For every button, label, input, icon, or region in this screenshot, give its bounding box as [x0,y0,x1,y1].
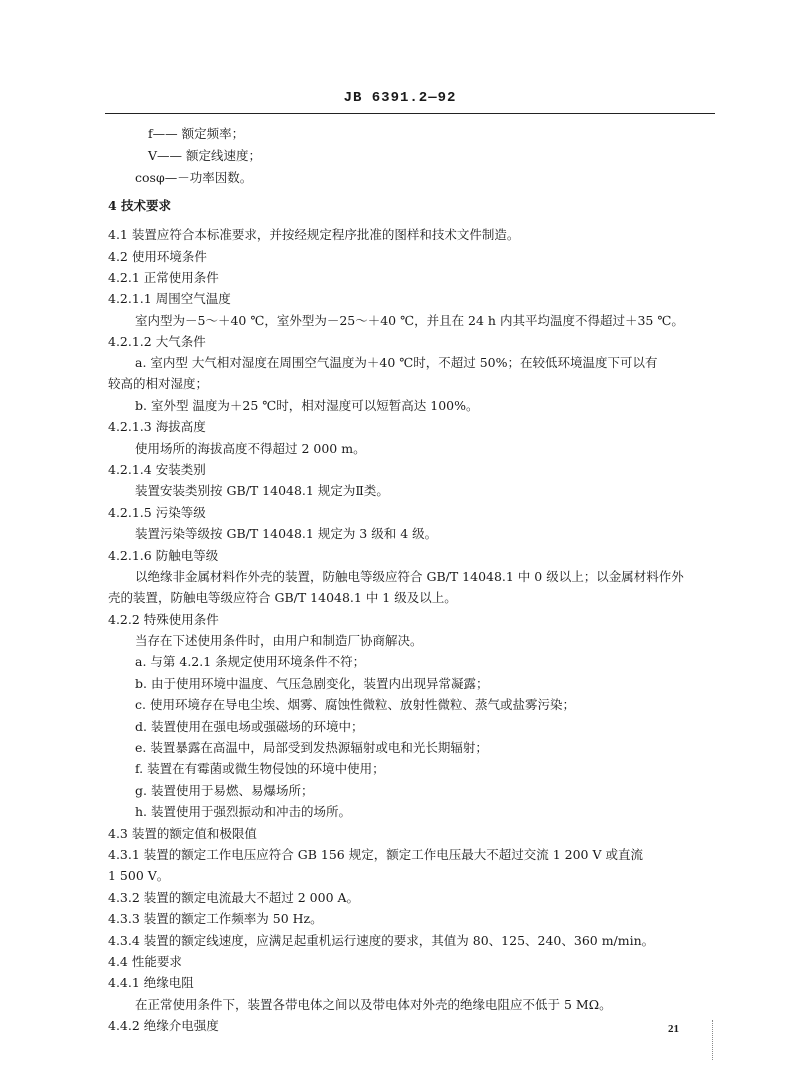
clause-heading: 4.2.1.3 海拔高度 [108,419,206,434]
clause-text: 当存在下述使用条件时，由用户和制造厂协商解决。 [135,633,423,648]
clause-heading: 4.2 使用环境条件 [108,249,207,264]
clause-text: 4.1 装置应符合本标准要求，并按经规定程序批准的图样和技术文件制造。 [108,227,520,242]
clause-heading: 4.2.1 正常使用条件 [108,270,219,285]
clause-text: 4.3.3 装置的额定工作频率为 50 Hz。 [108,911,323,926]
clause-text: 4.3.4 装置的额定线速度，应满足起重机运行速度的要求，其值为 80、125、240、360 m/min。 [108,933,655,948]
clause-text-continuation: 壳的装置，防触电等级应符合 GB/T 14048.1 中 1 级及以上。 [108,590,457,605]
clause-heading: 4.2.1.6 防触电等级 [108,548,219,563]
list-item: f. 装置在有霉菌或微生物侵蚀的环境中使用； [135,761,385,776]
clause-text: 室内型为－5～＋40 ℃，室外型为－25～＋40 ℃，并且在 24 h 内其平均温度不得超过＋35 ℃。 [135,313,684,328]
clause-heading: 4.2.2 特殊使用条件 [108,612,219,627]
clause-text: 以绝缘非金属材料作外壳的装置，防触电等级应符合 GB/T 14048.1 中 0 级以上；以金属材料作外 [135,569,684,584]
header-rule [105,113,715,114]
clause-text: 使用场所的海拔高度不得超过 2 000 m。 [135,441,366,456]
list-item: g. 装置使用于易燃、易爆场所； [135,783,314,798]
symbol-definition: V—— 额定线速度； [148,148,262,163]
clause-text: 在正常使用条件下，装置各带电体之间以及带电体对外壳的绝缘电阻应不低于 5 MΩ。 [135,997,612,1012]
section-heading: 4 技术要求 [108,198,172,213]
list-item: d. 装置使用在强电场或强磁场的环境中； [135,719,364,734]
list-item: b. 室外型 温度为＋25 ℃时，相对湿度可以短暂高达 100%。 [135,398,479,413]
list-item: e. 装置暴露在高温中，局部受到发热源辐射或电和光长期辐射； [135,740,488,755]
page-number: 21 [668,1023,679,1035]
clause-heading: 4.2.1.5 污染等级 [108,505,206,520]
list-item: a. 与第 4.2.1 条规定使用环境条件不符； [135,654,366,669]
list-item-continuation: 较高的相对湿度； [108,376,209,391]
list-item: a. 室内型 大气相对湿度在周围空气温度为＋40 ℃时，不超过 50%；在较低环境温度下可以有 [135,355,658,370]
clause-heading: 4.4.1 绝缘电阻 [108,975,194,990]
clause-text: 4.3.2 装置的额定电流最大不超过 2 000 A。 [108,890,360,905]
clause-text: 装置污染等级按 GB/T 14048.1 规定为 3 级和 4 级。 [135,526,438,541]
clause-heading: 4.2.1.1 周围空气温度 [108,291,231,306]
clause-heading: 4.2.1.2 大气条件 [108,334,206,349]
clause-heading: 4.4 性能要求 [108,954,182,969]
symbol-definition: f—— 额定频率； [148,126,245,141]
clause-text: 4.3.1 装置的额定工作电压应符合 GB 156 规定，额定工作电压最大不超过交流 1 200 V 或直流 [108,847,643,862]
symbol-definition: cosφ—－功率因数。 [135,170,253,185]
clause-text-continuation: 1 500 V。 [108,868,170,883]
document-header: JB 6391.2—92 [343,90,457,106]
list-item: h. 装置使用于强烈振动和冲击的场所。 [135,804,351,819]
clause-heading: 4.4.2 绝缘介电强度 [108,1018,219,1033]
clause-heading: 4.3 装置的额定值和极限值 [108,826,257,841]
clause-heading: 4.2.1.4 安装类别 [108,462,206,477]
scan-edge-mark [712,1020,713,1060]
list-item: c. 使用环境存在导电尘埃、烟雾、腐蚀性微粒、放射性微粒、蒸气或盐雾污染； [135,697,575,712]
clause-text: 装置安装类别按 GB/T 14048.1 规定为Ⅱ类。 [135,483,389,498]
list-item: b. 由于使用环境中温度、气压急剧变化，装置内出现异常凝露； [135,676,489,691]
